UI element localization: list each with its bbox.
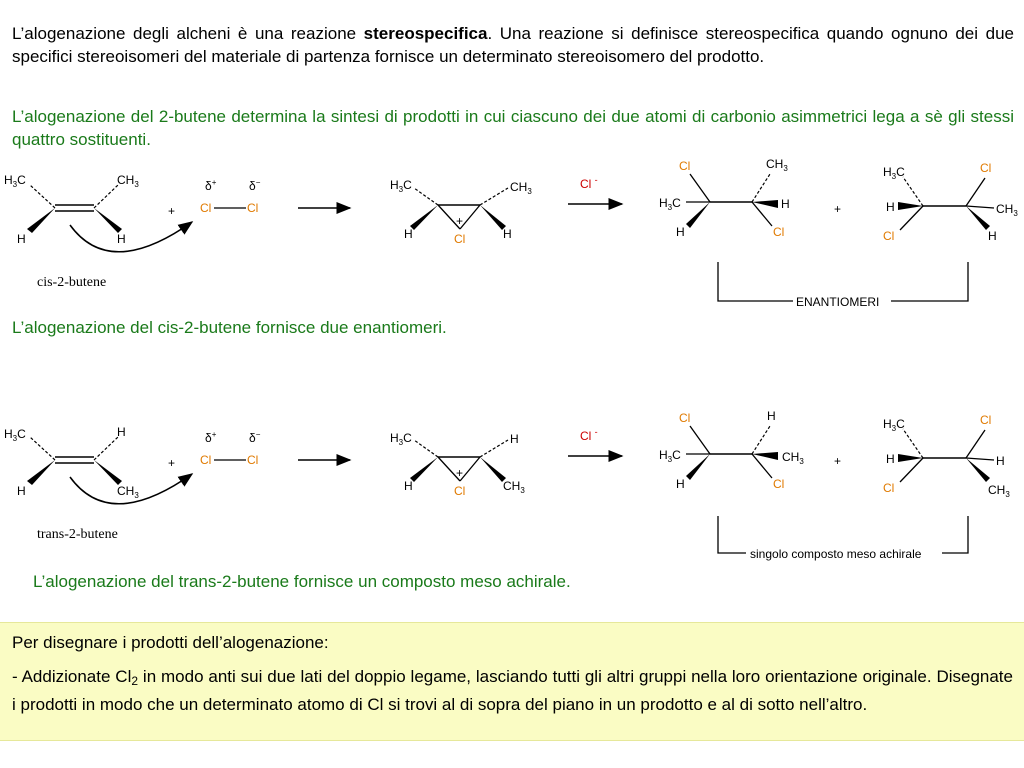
- svg-text:H: H: [17, 484, 26, 498]
- svg-text:CH3: $CH_3$: [503, 479, 525, 495]
- instructions-box: [0, 622, 1024, 741]
- svg-text:H3C: $H_3C$: [390, 431, 412, 447]
- intro-paragraph-2: L’alogenazione del 2-butene determina la sintesi di prodotti in cui ciascuno dei due atomi di carbonio asimmetrici lega a sè gli stessi quattro sostituenti.: [12, 107, 1014, 149]
- svg-text:Cl: Cl: [247, 453, 259, 467]
- svg-text:Cl: Cl: [980, 161, 992, 175]
- svg-text:Cl: Cl: [980, 413, 992, 427]
- svg-text:CH3: $CH_3$: [510, 180, 532, 196]
- svg-text:δ−: δ−: [249, 430, 261, 445]
- intro-paragraph: L’alogenazione degli alcheni è una reazione stereospecifica. Una reazione si definisce stereospecifica quando ognuno dei due specifici stereoisomeri del materiale di partenza fornisce un determinato stereoisomero del prodotto.: [12, 24, 1014, 66]
- svg-text:Cl: Cl: [883, 481, 895, 495]
- meso-label: singolo composto meso achirale: [750, 547, 922, 561]
- trans-product-2: [883, 413, 1010, 499]
- svg-text:H3C: $H_3C$: [883, 165, 905, 181]
- svg-text:H: H: [117, 232, 126, 246]
- svg-text:+: +: [168, 204, 176, 218]
- svg-text:H: H: [676, 477, 685, 491]
- cis-product-1: [659, 157, 790, 239]
- svg-text:CH3: $CH_3$: [988, 483, 1010, 499]
- svg-text:H: H: [886, 200, 895, 214]
- cis-butene-molecule: [4, 173, 192, 252]
- svg-text:H3C: $H_3C$: [390, 178, 412, 194]
- svg-text:Cl: Cl: [454, 232, 466, 246]
- svg-text:Cl: Cl: [454, 484, 466, 498]
- trans-butene-name: trans-2-butene: [37, 527, 118, 542]
- svg-text:H3C: $H_3C$: [883, 417, 905, 433]
- chloronium-ion-cis: [390, 178, 532, 246]
- instructions-heading: Per disegnare i prodotti dell’alogenazione:: [12, 633, 329, 652]
- svg-text:H: H: [17, 232, 26, 246]
- svg-text:Cl: Cl: [679, 159, 691, 173]
- svg-text:H: H: [404, 227, 413, 241]
- svg-text:H: H: [988, 229, 997, 243]
- svg-text:Cl: Cl: [773, 477, 785, 491]
- svg-text:CH3: $CH_3$: [996, 202, 1018, 218]
- trans-reaction-scheme: [0, 402, 1024, 562]
- svg-text:+: +: [168, 456, 176, 470]
- svg-text:Cl -: Cl -: [580, 175, 598, 191]
- svg-text:H: H: [676, 225, 685, 239]
- svg-text:Cl: Cl: [200, 201, 212, 215]
- svg-text:H: H: [996, 454, 1005, 468]
- svg-text:CH3: $CH_3$: [766, 157, 788, 173]
- enantiomers-label: ENANTIOMERI: [796, 295, 880, 309]
- svg-text:H3C: $H_3C$: [659, 448, 681, 464]
- chloronium-ion-trans: [390, 431, 525, 498]
- cis-product-2: [883, 161, 1018, 243]
- svg-text:H: H: [767, 409, 776, 423]
- svg-text:H: H: [503, 227, 512, 241]
- svg-text:Cl: Cl: [679, 411, 691, 425]
- svg-text:δ−: δ−: [249, 178, 261, 193]
- trans-butene-molecule: [4, 425, 192, 504]
- svg-text:H: H: [117, 425, 126, 439]
- svg-text:CH3: $CH_3$: [117, 173, 139, 189]
- svg-text:+: +: [834, 454, 842, 468]
- svg-text:Cl: Cl: [247, 201, 259, 215]
- svg-text:δ+: δ+: [205, 430, 217, 445]
- cis-reaction-scheme: [0, 150, 1024, 310]
- cis-butene-name: cis-2-butene: [37, 275, 107, 290]
- trans-product-1: [659, 409, 804, 491]
- svg-text:H: H: [781, 197, 790, 211]
- svg-text:CH3: $CH_3$: [782, 450, 804, 466]
- svg-text:Cl: Cl: [773, 225, 785, 239]
- svg-text:H: H: [510, 432, 519, 446]
- cis-caption: L’alogenazione del cis-2-butene fornisce due enantiomeri.: [12, 318, 447, 337]
- instructions-body: - Addizionate $Cl_2$ in modo anti sui due lati del doppio legame, lasciando tutti gli altri gruppi nella loro orientazione originale. Disegnate i prodotti in modo che un determinato atomo di Cl si trovi al di sopra del piano in un prodotto e al di sotto nell’altro.: [12, 667, 1013, 714]
- svg-text:H3C: $H_3C$: [4, 427, 26, 443]
- svg-text:H: H: [404, 479, 413, 493]
- svg-text:Cl -: Cl -: [580, 427, 598, 443]
- svg-text:H3C: $H_3C$: [4, 173, 26, 189]
- svg-text:Cl: Cl: [883, 229, 895, 243]
- svg-text:CH3: $CH_3$: [117, 484, 139, 500]
- svg-text:Cl: Cl: [200, 453, 212, 467]
- svg-text:δ+: δ+: [205, 178, 217, 193]
- svg-text:H: H: [886, 452, 895, 466]
- svg-text:H3C: $H_3C$: [659, 196, 681, 212]
- trans-caption: L’alogenazione del trans-2-butene fornisce un composto meso achirale.: [33, 572, 571, 591]
- svg-text:+: +: [834, 202, 842, 216]
- keyword-stereospecifica: stereospecifica: [363, 24, 488, 43]
- svg-text:+: +: [456, 214, 464, 228]
- svg-text:+: +: [456, 466, 464, 480]
